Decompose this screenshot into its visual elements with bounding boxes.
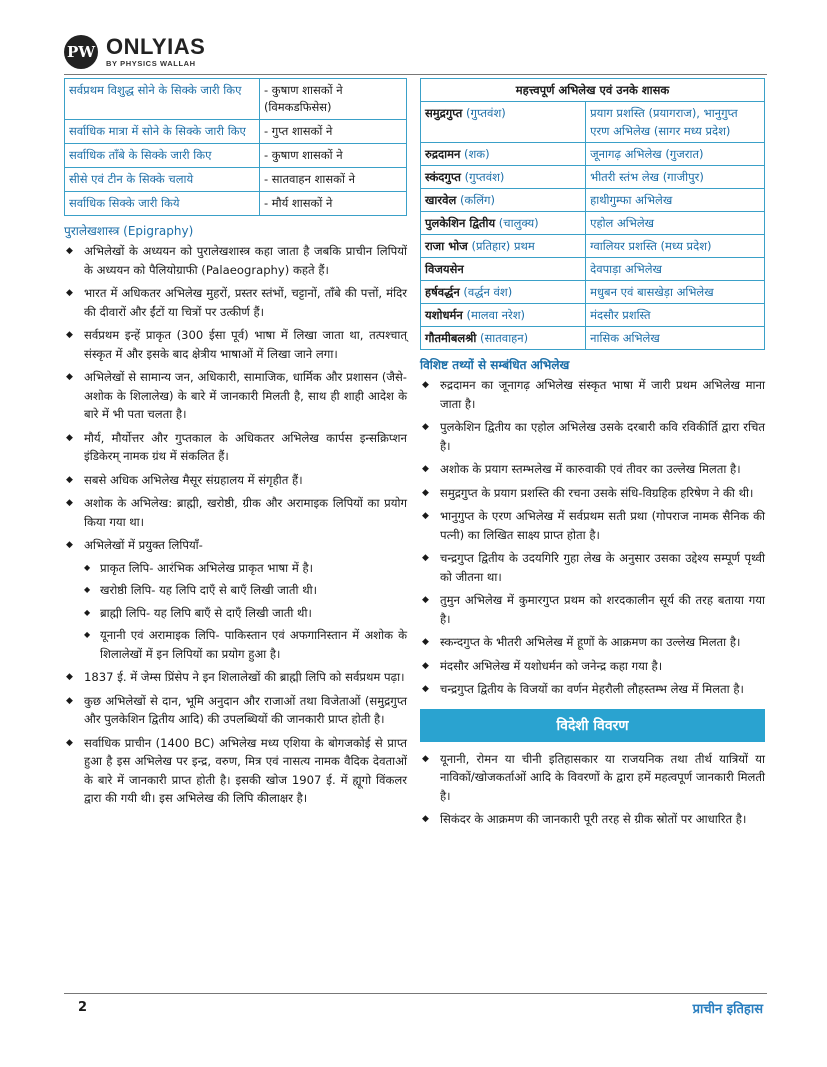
ruler-name: हर्षवर्द्धन: [425, 285, 460, 299]
list-item: ◆ कुछ अभिलेखों से दान, भूमि अनुदान और राजाओं तथा विजेताओं (समुद्रगुप्त और पुलकेशिन द्वितीय आदि) की उपलब्धियों की जानकारी प्राप्त होती है।: [64, 692, 407, 729]
table-row: [421, 304, 765, 327]
inscription-cell: एहोल अभिलेख: [586, 212, 765, 235]
table-row: [65, 120, 407, 144]
table-row: [421, 258, 765, 281]
table-row: [421, 102, 765, 143]
ruler-name: रुद्रदामन: [425, 147, 461, 161]
ruler-dynasty: (सातवाहन): [480, 331, 529, 345]
coin-fact-cell: सर्वाधिक ताँबे के सिक्के जारी किए: [65, 144, 260, 168]
ruler-name: पुलकेशिन द्वितीय: [425, 216, 496, 230]
ruler-cell: [421, 281, 586, 304]
foreign-accounts-list: [420, 750, 765, 829]
ruler-name: राजा भोज: [425, 239, 468, 253]
foreign-accounts-band: विदेशी विवरण: [420, 709, 765, 742]
ruler-dynasty: (प्रतिहार) प्रथम: [471, 239, 535, 253]
inscription-cell: भीतरी स्तंभ लेख (गाजीपुर): [586, 166, 765, 189]
coin-fact-cell: सर्वप्रथम विशुद्ध सोने के सिक्के जारी किए: [65, 79, 260, 120]
list-item: ◆ रुद्रदामन का जूनागढ़ अभिलेख संस्कृत भाषा में जारी प्रथम अभिलेख माना जाता है।: [420, 376, 765, 413]
list-item: ◆ सर्वाधिक प्राचीन (1400 BC) अभिलेख मध्य एशिया के बोगजकोई से प्राप्त हुआ है इस अभिलेख पर इन्द्र, वरुण, मित्र एवं नासत्य नामक वैदिक देवताओं के बारे में जानकारी प्राप्त होती है। इसकी खोज 1907 ई. में ह्यूगो विंकलर द्वारा की गयी थी। इस अभिलेख की लिपि कीलाक्षर है।: [64, 734, 407, 808]
table-row: [421, 281, 765, 304]
inscription-cell: प्रयाग प्रशस्ति (प्रयागराज), भानुगुप्त एरण अभिलेख (सागर मध्य प्रदेश): [586, 102, 765, 143]
ruler-cell: [421, 166, 586, 189]
ruler-cell: [421, 304, 586, 327]
ruler-cell: [421, 102, 586, 143]
epigraphy-list: [64, 242, 407, 808]
list-item: ◆ 1837 ई. में जेम्स प्रिंसेप ने इन शिलालेखों की ब्राह्मी लिपि को सर्वप्रथम पढ़ा।: [64, 668, 407, 687]
inscription-cell: हाथीगुम्फा अभिलेख: [586, 189, 765, 212]
coin-fact-cell: सीसे एवं टीन के सिक्के चलाये: [65, 168, 260, 192]
list-item: ◆ खरोष्ठी लिपि- यह लिपि दाएँ से बाएँ लिखी जाती थी।: [84, 581, 407, 600]
inscriptions-table-heading: महत्त्वपूर्ण अभिलेख एवं उनके शासक: [421, 79, 765, 102]
specific-facts-heading: विशिष्ट तथ्यों से सम्बंधित अभिलेख: [420, 358, 570, 372]
ruler-cell: [421, 258, 586, 281]
list-item: ◆ सबसे अधिक अभिलेख मैसूर संग्रहालय में संगृहीत हैं।: [64, 471, 407, 490]
list-item: ◆ सर्वप्रथम इन्हें प्राकृत (300 ईसा पूर्व) भाषा में लिखा जाता था, तत्पश्चात् संस्कृत में और इसके बाद क्षेत्रीय भाषाओं में लिखा जाने लगा।: [64, 326, 407, 363]
list-item: ◆ प्राकृत लिपि- आरंभिक अभिलेख प्राकृत भाषा में है।: [84, 559, 407, 578]
left-column: [64, 78, 407, 813]
table-row: [65, 168, 407, 192]
list-item: ◆ भानुगुप्त के एरण अभिलेख में सर्वप्रथम सती प्रथा (गोपराज नामक सैनिक की पत्नी) का लिखित साक्ष्य प्राप्त होता है।: [420, 507, 765, 544]
table-row: [65, 79, 407, 120]
epigraphy-heading: पुरालेखशास्त्र (Epigraphy): [64, 224, 194, 238]
ruler-cell: [421, 235, 586, 258]
ruler-dynasty: (गुप्तवंश): [466, 106, 506, 120]
inscription-cell: देवपाड़ा अभिलेख: [586, 258, 765, 281]
page-number: 2: [78, 1000, 88, 1015]
list-item: ◆ स्कन्दगुप्त के भीतरी अभिलेख में हूणों के आक्रमण का उल्लेख मिलता है।: [420, 633, 765, 652]
list-item: ◆ ब्राह्मी लिपि- यह लिपि बाएँ से दाएँ लिखी जाती थी।: [84, 604, 407, 623]
coins-table: [64, 78, 407, 216]
table-row: [421, 327, 765, 350]
scripts-sublist: [84, 559, 407, 664]
list-item: ◆ सिकंदर के आक्रमण की जानकारी पूरी तरह से ग्रीक स्रोतों पर आधारित है।: [420, 810, 765, 829]
ruler-dynasty: (शक): [463, 147, 490, 161]
right-column: [420, 78, 765, 834]
ruler-name: स्कंदगुप्त: [425, 170, 461, 184]
coin-fact-cell: सर्वाधिक मात्रा में सोने के सिक्के जारी किए: [65, 120, 260, 144]
ruler-name: यशोधर्मन: [425, 308, 463, 322]
ruler-dynasty: (वर्द्धन वंश): [463, 285, 513, 299]
ruler-dynasty: (चालुक्य): [498, 216, 539, 230]
table-row: [65, 144, 407, 168]
list-item: [64, 536, 407, 663]
ruler-cell: [421, 189, 586, 212]
table-row: [421, 143, 765, 166]
list-item: ◆ पुलकेशिन द्वितीय का एहोल अभिलेख उसके दरबारी कवि रविकीर्ति द्वारा रचित है।: [420, 418, 765, 455]
ruler-cell: [421, 143, 586, 166]
table-row: [421, 235, 765, 258]
brand-subtitle: BY PHYSICS WALLAH: [106, 59, 196, 69]
list-item: ◆ चन्द्रगुप्त द्वितीय के उदयगिरि गुहा लेख के अनुसार उसका उद्देश्य सम्पूर्ण पृथ्वी को जीतना था।: [420, 549, 765, 586]
book-title: प्राचीन इतिहास: [692, 1002, 763, 1017]
list-item: ◆ यूनानी, रोमन या चीनी इतिहासकार या राजयनिक तथा तीर्थ यात्रियों या नाविकों/खोजकर्ताओं आदि के विवरणों के द्वारा हमें महत्वपूर्ण जानकारी मिलती है।: [420, 750, 765, 806]
coin-ruler-cell: - मौर्य शासकों ने: [259, 192, 406, 216]
table-row: [421, 166, 765, 189]
coin-ruler-cell: - कुषाण शासकों ने: [259, 144, 406, 168]
inscription-cell: मधुबन एवं बासखेड़ा अभिलेख: [586, 281, 765, 304]
list-item: ◆ अभिलेखों से सामान्य जन, अधिकारी, सामाजिक, धार्मिक और प्रशासन (जैसे- अशोक के शिलालेख) के बारे में जानकारी मिलती है, साथ ही शाही आदेश के बारे में भी पता चलता है।: [64, 368, 407, 424]
ruler-cell: [421, 327, 586, 350]
coin-ruler-cell: - कुषाण शासकों ने (विमकडफिसेस): [259, 79, 406, 120]
ruler-name: विजयसेन: [425, 262, 464, 276]
list-item: ◆ तुमुन अभिलेख में कुमारगुप्त प्रथम को शरदकालीन सूर्य की तरह बताया गया है।: [420, 591, 765, 628]
list-item: ◆ मौर्य, मौर्योत्तर और गुप्तकाल के अधिकतर अभिलेख कार्पस इन्सक्रिप्शन इंडिकेरम् नामक ग्रंथ में संकलित हैं।: [64, 429, 407, 466]
pw-logo-icon: PW: [64, 35, 98, 69]
list-item: ◆ समुद्रगुप्त के प्रयाग प्रशस्ति की रचना उसके संधि-विग्रहिक हरिषेण ने की थी।: [420, 484, 765, 503]
brand-name: ONLYIAS: [106, 34, 206, 60]
list-item: ◆ यूनानी एवं अरामाइक लिपि- पाकिस्तान एवं अफगानिस्तान में अशोक के शिलालेखों में इन लिपियों का प्रयोग हुआ है।: [84, 626, 407, 663]
coin-ruler-cell: - गुप्त शासकों ने: [259, 120, 406, 144]
scripts-intro: अभिलेखों में प्रयुक्त लिपियाँ-: [84, 538, 203, 552]
table-row: [421, 212, 765, 235]
inscriptions-table: [420, 78, 765, 350]
ruler-cell: [421, 212, 586, 235]
footer-divider: [64, 993, 767, 994]
list-item: ◆ मंदसौर अभिलेख में यशोधर्मन को जनेन्द्र कहा गया है।: [420, 657, 765, 676]
header-divider: [64, 74, 767, 75]
ruler-name: समुद्रगुप्त: [425, 106, 463, 120]
list-item: ◆ चन्द्रगुप्त द्वितीय के विजयों का वर्णन मेहरौली लौहस्तम्भ लेख में मिलता है।: [420, 680, 765, 699]
table-row: [421, 189, 765, 212]
coin-fact-cell: सर्वाधिक सिक्के जारी किये: [65, 192, 260, 216]
inscription-cell: जूनागढ़ अभिलेख (गुजरात): [586, 143, 765, 166]
list-item: ◆ अभिलेखों के अध्ययन को पुरालेखशास्त्र कहा जाता है जबकि प्राचीन लिपियों के अध्ययन को पैलियोग्राफी (Palaeography) कहते हैं।: [64, 242, 407, 279]
ruler-name: खारवेल: [425, 193, 457, 207]
ruler-dynasty: (गुप्तवंश): [464, 170, 505, 184]
specific-facts-list: [420, 376, 765, 699]
inscription-cell: ग्वालियर प्रशस्ति (मध्य प्रदेश): [586, 235, 765, 258]
coin-ruler-cell: - सातवाहन शासकों ने: [259, 168, 406, 192]
ruler-dynasty: (मालवा नरेश): [466, 308, 526, 322]
ruler-dynasty: (कलिंग): [459, 193, 495, 207]
brand-header: [64, 30, 205, 74]
list-item: ◆ अशोक के अभिलेख: ब्राह्मी, खरोष्ठी, ग्रीक और अरामाइक लिपियों का प्रयोग किया गया था।: [64, 494, 407, 531]
ruler-name: गौतमीबलश्री: [425, 331, 477, 345]
list-item: ◆ अशोक के प्रयाग स्तम्भलेख में कारुवाकी एवं तीवर का उल्लेख मिलता है।: [420, 460, 765, 479]
inscription-cell: नासिक अभिलेख: [586, 327, 765, 350]
brand-block: [106, 36, 205, 68]
inscription-cell: मंदसौर प्रशस्ति: [586, 304, 765, 327]
table-row: [65, 192, 407, 216]
list-item: ◆ भारत में अधिकतर अभिलेख मुहरों, प्रस्तर स्तंभों, चट्टानों, ताँबे की पत्तों, मंदिर की दीवारों और ईंटों या चित्रों पर उत्कीर्ण हैं।: [64, 284, 407, 321]
